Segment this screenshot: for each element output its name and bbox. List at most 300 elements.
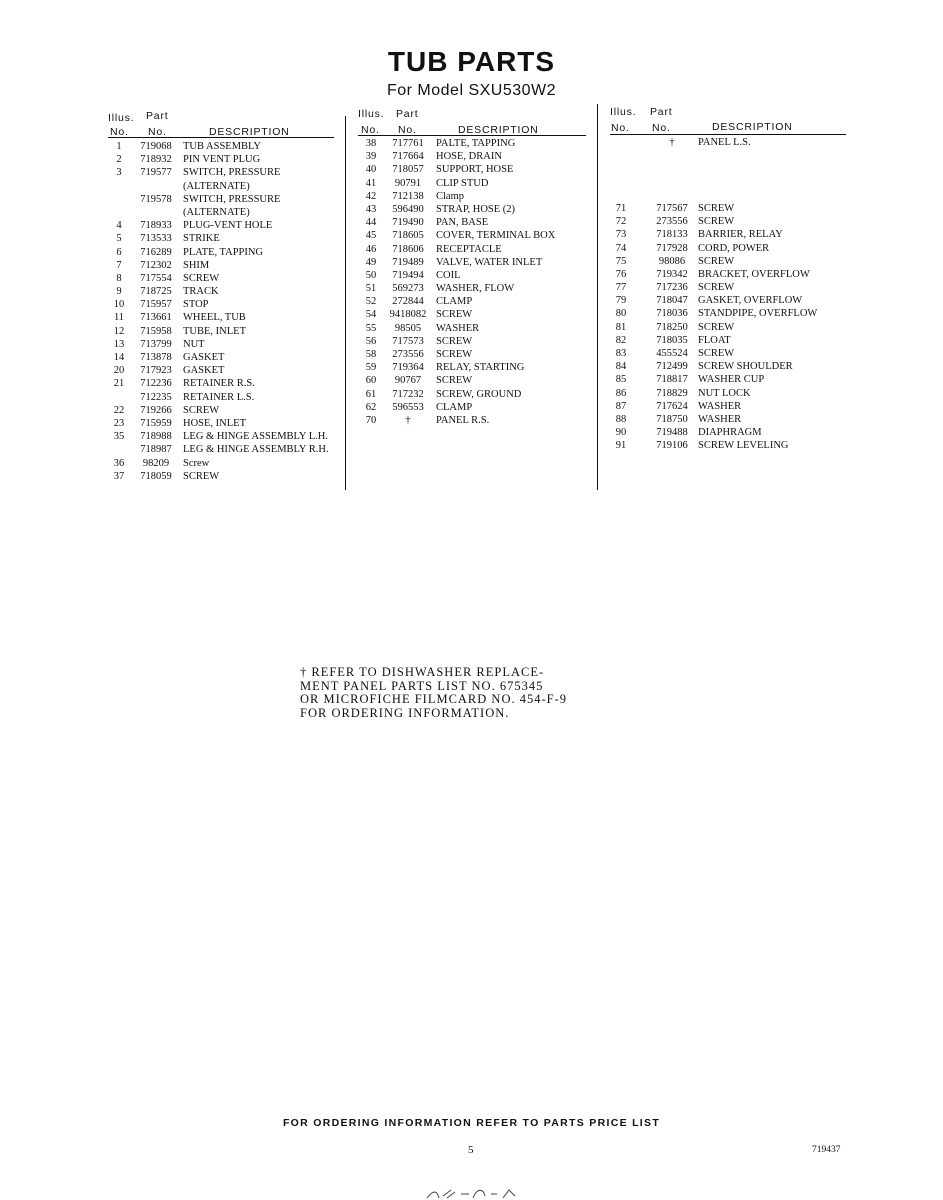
part-description: PIN VENT PLUG [183, 154, 261, 166]
part-number: 717664 [392, 151, 424, 163]
part-description: CLAMP [436, 296, 473, 308]
parts-row [108, 443, 334, 456]
illus-number: 13 [113, 338, 125, 350]
part-number: † [669, 137, 675, 148]
part-description: STRIKE [183, 233, 220, 245]
parts-row [610, 149, 846, 162]
part-number: 719364 [392, 362, 424, 374]
part-description: COVER, TERMINAL BOX [436, 230, 556, 242]
part-number: 90767 [394, 375, 422, 387]
illus-number: 56 [365, 335, 377, 347]
parts-row [358, 361, 586, 374]
illus-number: 23 [113, 417, 125, 429]
handwritten-mark [425, 1186, 525, 1200]
part-description: CLAMP [436, 401, 473, 413]
illus-number: 49 [365, 256, 377, 268]
parts-row [358, 177, 586, 190]
part-number: 718057 [392, 164, 424, 176]
parts-row [358, 137, 586, 150]
illus-number: 40 [365, 164, 377, 176]
parts-row [358, 308, 586, 321]
part-number: 718987 [140, 444, 172, 456]
parts-row [108, 232, 334, 245]
header-description: DESCRIPTION [209, 126, 290, 138]
parts-rows [610, 136, 846, 453]
page-number: 5 [468, 1144, 474, 1156]
parts-row [610, 360, 846, 373]
illus-number: 36 [113, 457, 125, 469]
part-description: PLUG-VENT HOLE [183, 220, 273, 232]
illus-number: 14 [113, 352, 125, 363]
part-number: 719068 [140, 141, 172, 152]
part-description: SCREW [183, 470, 220, 482]
illus-number: 4 [116, 220, 122, 232]
parts-row [358, 216, 586, 229]
part-number: 718133 [656, 229, 688, 241]
part-number: 718250 [656, 321, 688, 333]
part-description: TRACK [183, 286, 219, 298]
parts-row [610, 307, 846, 320]
illus-number: 43 [365, 203, 377, 215]
illus-number: 84 [615, 361, 627, 373]
parts-row [108, 457, 334, 470]
illus-number: 8 [116, 272, 122, 284]
part-description: SCREW [183, 272, 220, 284]
part-number: 718035 [656, 334, 688, 346]
parts-rows [108, 140, 334, 483]
parts-row [108, 391, 334, 404]
illus-number: 58 [365, 349, 377, 360]
part-number: 715958 [140, 325, 172, 337]
part-description: SCREW [698, 216, 735, 228]
parts-row [108, 285, 334, 298]
illus-number: 85 [615, 374, 627, 386]
illus-number: 42 [365, 190, 377, 202]
part-description: Clamp [436, 190, 464, 202]
column-header [108, 106, 334, 140]
header-part-no: No. [652, 122, 671, 134]
part-description: SUPPORT, HOSE [436, 164, 514, 176]
part-description: RECEPTACLE [436, 243, 502, 255]
part-number: 717761 [392, 138, 424, 149]
part-number: 718725 [140, 286, 172, 298]
part-number: 712235 [140, 391, 172, 403]
part-description: BRACKET, OVERFLOW [698, 268, 810, 280]
parts-row [610, 242, 846, 255]
part-description: STOP [183, 299, 209, 311]
parts-row [358, 203, 586, 216]
illus-number: 35 [113, 431, 125, 443]
part-number: 98209 [142, 457, 170, 469]
illus-number: 45 [365, 230, 377, 242]
part-description: SCREW, GROUND [436, 388, 522, 400]
part-description: PANEL R.S. [436, 414, 490, 426]
parts-row [358, 256, 586, 269]
parts-row [358, 243, 586, 256]
illus-number: 20 [113, 365, 125, 377]
part-description: SCREW [183, 404, 220, 416]
ordering-note [300, 666, 660, 720]
parts-row [358, 295, 586, 308]
parts-row [108, 364, 334, 377]
part-number: 719577 [140, 167, 172, 179]
part-description: WASHER [698, 413, 742, 425]
part-number: 713661 [140, 312, 172, 324]
part-description: SCREW [436, 335, 473, 347]
parts-row [358, 335, 586, 348]
parts-row [610, 347, 846, 360]
part-description: SWITCH, PRESSURE [183, 167, 281, 179]
illus-number: 62 [365, 401, 377, 413]
part-description: CORD, POWER [698, 242, 770, 254]
illus-number: 59 [365, 362, 377, 374]
part-description: TUBE, INLET [183, 325, 246, 337]
part-description: WASHER [698, 400, 742, 412]
part-number: 713878 [140, 352, 172, 363]
parts-column-3 [610, 106, 846, 457]
part-number: 717567 [656, 202, 688, 214]
part-description: SCREW SHOULDER [698, 361, 793, 373]
illus-number: 81 [615, 321, 627, 333]
part-number: 717232 [392, 388, 424, 400]
part-description: SCREW [436, 375, 473, 387]
part-number: 716289 [140, 246, 172, 258]
illus-number: 10 [113, 299, 125, 311]
part-number: 717554 [140, 272, 172, 284]
header-illus: Illus. [358, 108, 385, 120]
parts-row [610, 373, 846, 386]
illus-number: 76 [615, 268, 627, 280]
part-number: 719266 [140, 404, 172, 416]
part-description: BARRIER, RELAY [698, 229, 783, 241]
illus-number: 86 [615, 387, 627, 399]
illus-number: 44 [365, 217, 377, 229]
note-line: FOR ORDERING INFORMATION. [300, 705, 510, 720]
note-line: MENT PANEL PARTS LIST NO. 675345 [300, 678, 544, 693]
part-description: HOSE, INLET [183, 417, 246, 429]
parts-row [358, 163, 586, 176]
illus-number: 71 [615, 202, 627, 214]
part-number: 712499 [656, 361, 688, 373]
parts-row [358, 388, 586, 401]
parts-row [108, 338, 334, 351]
part-number: 717928 [656, 242, 688, 254]
header-rule [610, 134, 846, 135]
part-description: RETAINER R.S. [183, 378, 255, 390]
parts-row [108, 206, 334, 219]
part-description: SCREW [698, 255, 735, 267]
parts-row [610, 228, 846, 241]
illus-number: 38 [365, 138, 377, 149]
part-number: 717573 [392, 335, 424, 347]
part-number: 718036 [656, 308, 688, 320]
part-number: 718606 [392, 243, 424, 255]
illus-number: 70 [365, 414, 377, 426]
parts-row [358, 190, 586, 203]
part-description: COIL [436, 269, 461, 281]
part-number: 715957 [140, 299, 172, 311]
parts-row [358, 269, 586, 282]
column-divider-2 [597, 104, 598, 490]
illus-number: 72 [615, 216, 627, 228]
parts-row [108, 404, 334, 417]
parts-row [358, 401, 586, 414]
part-description: PLATE, TAPPING [183, 246, 264, 258]
parts-row [108, 351, 334, 364]
part-description: SCREW [698, 348, 735, 359]
illus-number: 75 [615, 255, 627, 267]
part-description: STANDPIPE, OVERFLOW [698, 308, 818, 320]
parts-row [108, 193, 334, 206]
part-number: 719490 [392, 217, 424, 229]
part-number: 713533 [140, 233, 172, 245]
part-description: SCREW [698, 202, 735, 214]
part-number: 712236 [140, 378, 172, 390]
parts-row [610, 387, 846, 400]
illus-number: 83 [615, 348, 627, 359]
part-number: 718829 [656, 387, 688, 399]
part-number: 712138 [392, 190, 424, 202]
part-number: 718817 [656, 374, 688, 386]
illus-number: 77 [615, 282, 627, 294]
part-number: 718059 [140, 470, 172, 482]
parts-column-1 [108, 106, 334, 483]
header-illus-no: No. [361, 124, 380, 136]
illus-number: 60 [365, 375, 377, 387]
parts-row [108, 311, 334, 324]
part-description: PALTE, TAPPING [436, 138, 516, 149]
note-line: † REFER TO DISHWASHER REPLACE- [300, 665, 545, 679]
part-description: SCREW [698, 321, 735, 333]
part-number: 98086 [658, 255, 686, 267]
part-description: CLIP STUD [436, 177, 489, 189]
parts-row [108, 417, 334, 430]
part-description: Screw [183, 457, 210, 469]
illus-number: 3 [116, 167, 122, 179]
part-number: 719488 [656, 427, 688, 439]
part-number: 90791 [394, 177, 422, 189]
part-description: WHEEL, TUB [183, 312, 246, 324]
part-description: HOSE, DRAIN [436, 151, 502, 163]
illus-number: 90 [615, 427, 627, 439]
illus-number: 11 [113, 312, 125, 324]
column-divider-1 [345, 116, 346, 490]
parts-row [358, 348, 586, 361]
parts-row [358, 322, 586, 335]
part-number: 272844 [392, 296, 424, 308]
illus-number: 22 [113, 404, 125, 416]
parts-rows [358, 137, 586, 427]
illus-number: 54 [365, 309, 377, 321]
parts-row [610, 268, 846, 281]
header-illus: Illus. [610, 106, 637, 118]
parts-row [108, 246, 334, 259]
header-description: DESCRIPTION [712, 121, 793, 133]
parts-row [358, 282, 586, 295]
part-description: SCREW [436, 309, 473, 321]
part-number: 98505 [394, 322, 422, 334]
part-description: LEG & HINGE ASSEMBLY L.H. [183, 431, 328, 443]
part-description: STRAP, HOSE (2) [436, 203, 516, 215]
parts-row [610, 439, 846, 452]
header-part-no: No. [398, 124, 417, 136]
parts-row [610, 215, 846, 228]
part-number: 455524 [656, 348, 688, 359]
note-line: OR MICROFICHE FILMCARD NO. 454-F-9 [300, 692, 568, 706]
parts-row [108, 377, 334, 390]
illus-number: 88 [615, 413, 627, 425]
part-description: PANEL L.S. [698, 137, 751, 148]
parts-row [610, 255, 846, 268]
part-description: WASHER CUP [698, 374, 765, 386]
part-description: VALVE, WATER INLET [436, 256, 543, 268]
page-title: TUB PARTS [387, 46, 556, 77]
illus-number: 2 [116, 154, 122, 166]
parts-row [610, 202, 846, 215]
illus-number: 80 [615, 308, 627, 320]
parts-row [610, 321, 846, 334]
header-illus: Illus. [108, 112, 135, 124]
part-number: 273556 [392, 349, 424, 360]
parts-row [610, 334, 846, 347]
part-number: 596553 [392, 401, 424, 413]
part-number: 713799 [140, 338, 172, 350]
part-number: 712302 [140, 259, 172, 271]
illus-number: 61 [365, 388, 377, 400]
parts-row [108, 166, 334, 179]
parts-row [358, 414, 586, 427]
part-description: SCREW LEVELING [698, 440, 789, 452]
parts-row [610, 413, 846, 426]
parts-row [108, 298, 334, 311]
parts-row [610, 136, 846, 149]
part-number: 569273 [392, 283, 424, 295]
part-description: SWITCH, PRESSURE [183, 193, 281, 205]
parts-row [108, 325, 334, 338]
header-rule [108, 137, 334, 138]
illus-number: 82 [615, 334, 627, 346]
header-illus-no: No. [110, 126, 129, 138]
parts-row [108, 180, 334, 193]
part-description: GASKET [183, 365, 225, 377]
illus-number: 87 [615, 400, 627, 412]
part-description: RELAY, STARTING [436, 362, 525, 374]
part-number: 717923 [140, 365, 172, 377]
part-number: 715959 [140, 417, 172, 429]
part-description: SCREW [436, 349, 473, 360]
parts-row [610, 400, 846, 413]
illus-number: 73 [615, 229, 627, 241]
illus-number: 39 [365, 151, 377, 163]
part-number: 718047 [656, 295, 688, 307]
illus-number: 79 [615, 295, 627, 307]
part-description: FLOAT [698, 334, 731, 346]
illus-number: 6 [116, 246, 122, 258]
illus-number: 1 [116, 141, 122, 152]
part-description: NUT LOCK [698, 387, 751, 399]
parts-row [610, 176, 846, 189]
parts-row [108, 430, 334, 443]
model-subtitle: For Model SXU530W2 [386, 82, 557, 99]
part-number: 717236 [656, 282, 688, 294]
part-description: TUB ASSEMBLY [183, 141, 262, 152]
part-number: 719578 [140, 193, 172, 205]
part-description: WASHER, FLOW [436, 283, 515, 295]
parts-row [108, 259, 334, 272]
parts-row [358, 374, 586, 387]
part-number: 9418082 [389, 309, 427, 321]
parts-column-2 [358, 106, 586, 430]
part-description: SCREW [698, 282, 735, 294]
illus-number: 52 [365, 296, 377, 308]
header-description: DESCRIPTION [458, 124, 539, 136]
parts-row [610, 426, 846, 439]
parts-row [610, 189, 846, 202]
document-number: 719437 [812, 1145, 841, 1155]
parts-row [358, 150, 586, 163]
part-number: 273556 [656, 216, 688, 228]
part-number: 596490 [392, 203, 424, 215]
part-description: LEG & HINGE ASSEMBLY R.H. [183, 444, 329, 456]
part-description: GASKET [183, 352, 225, 363]
illus-number: 9 [116, 286, 122, 298]
header-illus-no: No. [611, 122, 630, 134]
illus-number: 21 [113, 378, 125, 390]
part-description: (ALTERNATE) [183, 180, 250, 192]
header-part-no: No. [148, 126, 167, 138]
part-description: SHIM [183, 259, 210, 271]
parts-row [108, 153, 334, 166]
parts-row [610, 294, 846, 307]
part-description: WASHER [436, 322, 480, 334]
illus-number: 50 [365, 269, 377, 281]
part-number: 718932 [140, 154, 172, 166]
header-rule [358, 135, 586, 136]
illus-number: 91 [615, 440, 627, 452]
illus-number: 7 [116, 259, 122, 271]
part-number: 718988 [140, 431, 172, 443]
illus-number: 74 [615, 242, 627, 254]
parts-row [108, 140, 334, 153]
illus-number: 37 [113, 470, 125, 482]
parts-row [610, 281, 846, 294]
illus-number: 51 [365, 283, 377, 295]
header-part: Part [396, 108, 419, 120]
header-part: Part [650, 106, 673, 118]
illus-number: 5 [116, 233, 122, 245]
part-number: 719489 [392, 256, 424, 268]
illus-number: 46 [365, 243, 377, 255]
part-number: 718605 [392, 230, 424, 242]
part-description: PAN, BASE [436, 217, 489, 229]
illus-number: 12 [113, 325, 125, 337]
column-header [358, 106, 586, 140]
part-number: 719494 [392, 269, 424, 281]
part-description: DIAPHRAGM [698, 427, 762, 439]
illus-number: 41 [365, 177, 377, 189]
column-header [610, 106, 846, 140]
part-number: 718933 [140, 220, 172, 232]
part-number: 717624 [656, 400, 688, 412]
parts-row [358, 229, 586, 242]
header-part: Part [146, 110, 169, 122]
part-description: RETAINER L.S. [183, 391, 255, 403]
parts-row [108, 272, 334, 285]
parts-row [108, 219, 334, 232]
part-number: 719342 [656, 268, 688, 280]
part-description: NUT [183, 338, 205, 350]
footer-text: FOR ORDERING INFORMATION REFER TO PARTS PRICE LIST [282, 1117, 661, 1129]
